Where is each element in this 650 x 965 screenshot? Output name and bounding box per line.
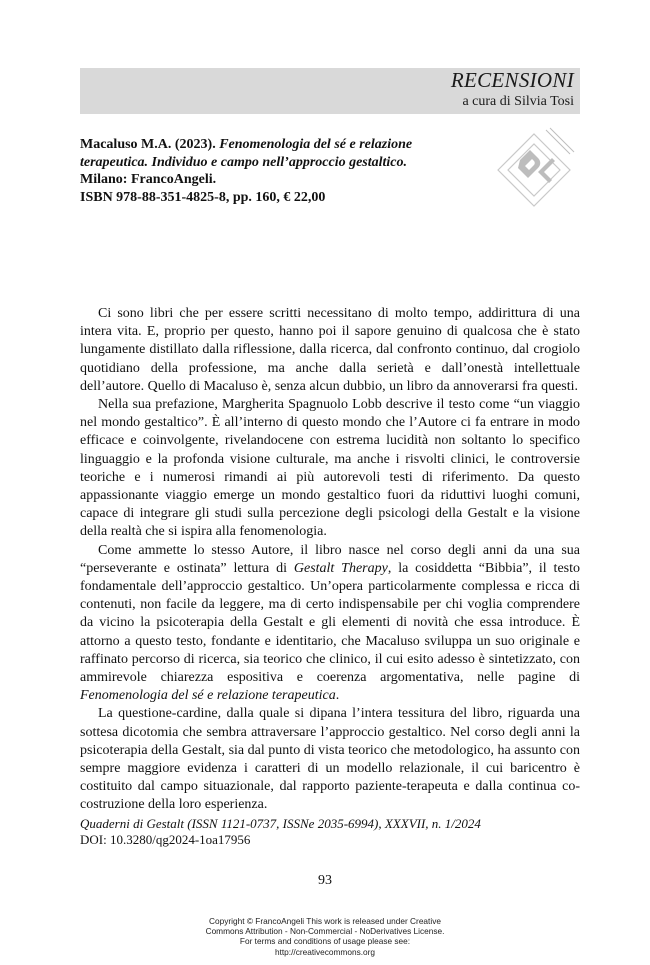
license-notice (0, 916, 650, 957)
paragraph-3-part-c: . (335, 688, 340, 704)
book-title-part2: terapeutica. Individuo e campo nell’approccio gestaltico. (80, 154, 408, 170)
section-editor: a cura di Silvia Tosi (462, 94, 574, 109)
review-body (80, 305, 580, 815)
paragraph-3-part-b: , la cosiddetta “Bibbia”, il testo fondamentale dell’approccio gestaltico. Un’opera particolarmente complessa e ricca di contenuti, non facile da leggere, ma di certo indispensabile per chi voglia comprendere da vicino la psicoterapia della Gestalt e gli elementi di novità che essa introduce. È attorno a questo testo, fondante e identitario, che Macaluso sviluppa un suo originale e raffinato percorso di ricerca, sia teorico che clinico, il cui esito adesso è sintetizzato, con ammirevole chiarezza espositiva e coerenza argomentativa, nelle pagine di (80, 560, 580, 686)
section-title: RECENSIONI (450, 68, 574, 92)
book-title-part1: Fenomenologia del sé e relazione (219, 137, 413, 152)
page-number: 93 (318, 873, 332, 888)
paragraph-1: Ci sono libri che per essere scritti necessitano di molto tempo, addirittura di una intera vita. E, proprio per questo, hanno poi il sapore genuino di qualcosa che è stato lungamente distillato dalla riflessione, dalla ricerca, dal confronto continuo, dal crogiolo quotidiano della professione, ma anche dalla serietà e dall’onestà intellettuale dell’autore. Quello di Macaluso è, senza alcun dubbio, un libro da annoverarsi fra questi. (80, 306, 580, 394)
license-line-1: Copyright © FrancoAngeli This work is released under Creative (209, 916, 441, 926)
book-publisher: Milano: FrancoAngeli. (80, 172, 217, 187)
paragraph-2: Nella sua prefazione, Margherita Spagnuolo Lobb descrive il testo come “un viaggio nel mondo gestaltico”. È all’interno di questo mondo che l’Autore ci fa entrare in modo efficace e coinvolgente, rivelandocene con estrema lucidità non soltanto lo specifico linguaggio e la profonda visione culturale, ma anche i risvolti clinici, le controversie teoriche e i numerosi rimandi ai più autorevoli testi di riferimento. Da questo appassionante viaggio emerge un mondo gestaltico fuori da riduttivi luoghi comuni, capace di integrare gli studi sulla percezione degli psicologi della Gestalt e la visione della realtà che si ispira alla fenomenologia. (80, 397, 580, 540)
journal-reference (80, 816, 481, 848)
license-line-2: Commons Attribution - Non-Commercial - NoDerivatives License. (205, 926, 445, 937)
journal-doi: DOI: 10.3280/qg2024-1oa17956 (80, 832, 251, 847)
journal-citation: Quaderni di Gestalt (ISSN 1121-0737, ISSNe 2035-6994), XXXVII, n. 1/2024 (80, 816, 481, 831)
paragraph-3-italic-title-2: Fenomenologia del sé e relazione terapeutica (80, 688, 336, 704)
license-link[interactable]: http://creativecommons.org (274, 946, 376, 957)
paragraph-3-italic-title-1: Gestalt Therapy (293, 560, 388, 576)
book-reference (80, 136, 480, 206)
paragraph-4: La questione-cardine, dalla quale si dipana l’intera tessitura del libro, riguarda una sottesa dicotomia che sembra attraversare l’approccio gestaltico. Nel corso degli anni la psicoterapia della Gestalt, sia dal punto di vista teorico che metodologico, ha assunto con sempre maggiore evidenza i caratteri di un modello relazionale, il cui baricentro è costituito dal campo situazionale, dal rapporto paziente-terapeuta e dalla continua co-costruzione della loro esperienza. (80, 706, 580, 813)
publisher-watermark-logo-icon (494, 120, 580, 210)
book-isbn: ISBN 978-88-351-4825-8, pp. 160, € 22,00 (80, 189, 326, 205)
paragraph-3-part-a: Come ammette lo stesso Autore, il libro nasce nel corso degli anni da una sua “perseverante e ostinata” lettura di (80, 542, 580, 576)
book-author-year: Macaluso M.A. (2023). (80, 137, 216, 152)
license-line-3: For terms and conditions of usage please see: (239, 936, 411, 947)
paragraph-3 (80, 542, 580, 706)
